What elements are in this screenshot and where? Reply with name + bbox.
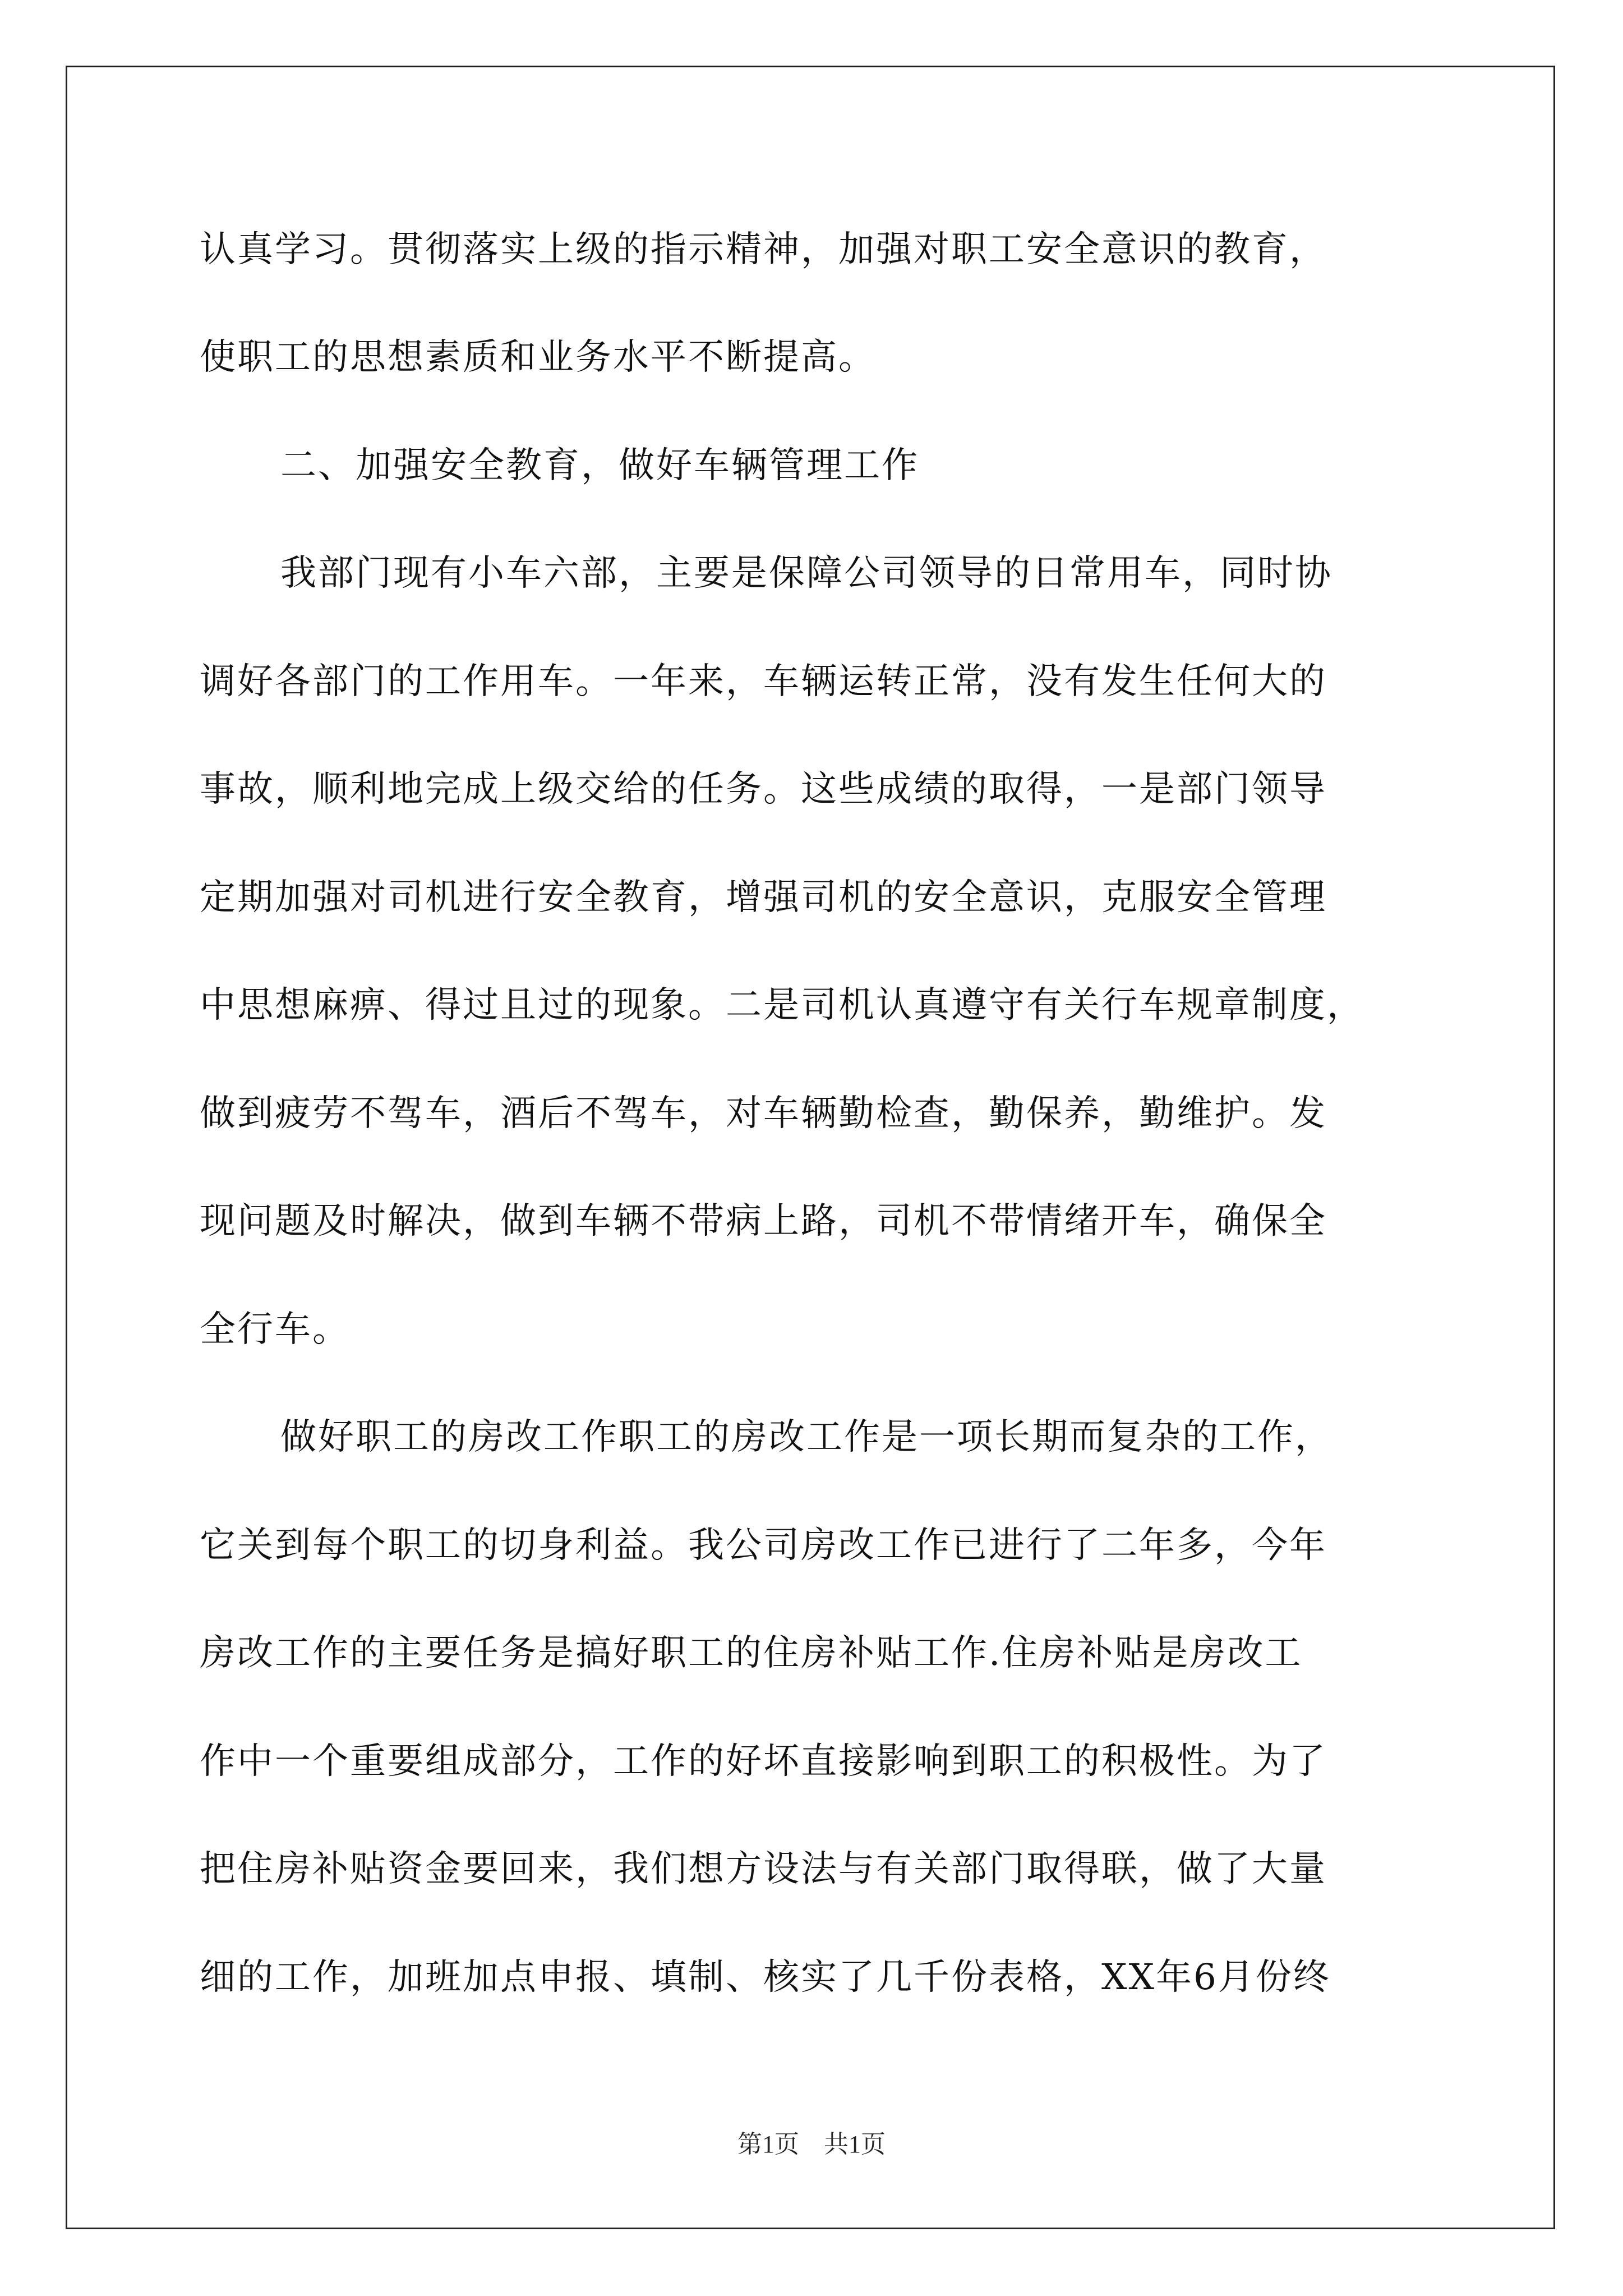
page-border xyxy=(66,66,1555,2229)
body-line: 把住房补贴资金要回来，我们想方设法与有关部门取得联，做了大量 xyxy=(200,1848,1327,1890)
body-line: 事故，顺利地完成上级交给的任务。这些成绩的取得，一是部门领导 xyxy=(200,769,1327,810)
body-line: 细的工作，加班加点申报、填制、核实了几千份表格，XX年6月份终 xyxy=(200,1957,1331,1998)
body-line: 做好职工的房改工作职工的房改工作是一项长期而复杂的工作， xyxy=(280,1416,1332,1458)
body-line: 作中一个重要组成部分，工作的好坏直接影响到职工的积极性。为了 xyxy=(200,1741,1327,1782)
body-line: 定期加强对司机进行安全教育，增强司机的安全意识，克服安全管理 xyxy=(200,877,1327,918)
body-line: 房改工作的主要任务是搞好职工的住房补贴工作.住房补贴是房改工 xyxy=(200,1632,1303,1674)
body-line: 使职工的思想素质和业务水平不断提高。 xyxy=(200,337,876,378)
body-line: 我部门现有小车六部，主要是保障公司领导的日常用车，同时协 xyxy=(280,553,1332,594)
body-line: 全行车。 xyxy=(200,1309,350,1350)
page-footer xyxy=(0,2129,1623,2160)
body-line: 它关到每个职工的切身利益。我公司房改工作已进行了二年多，今年 xyxy=(200,1525,1327,1566)
page-total: 共1页 xyxy=(824,2131,886,2158)
body-line: 现问题及时解决，做到车辆不带病上路，司机不带情绪开车，确保全 xyxy=(200,1200,1327,1242)
page-number: 第1页 xyxy=(737,2131,799,2158)
body-line: 中思想麻痹、得过且过的现象。二是司机认真遵守有关行车规章制度， xyxy=(200,984,1364,1026)
body-line: 调好各部门的工作用车。一年来，车辆运转正常，没有发生任何大的 xyxy=(200,661,1327,702)
section-heading: 二、加强安全教育，做好车辆管理工作 xyxy=(280,445,919,486)
body-line: 做到疲劳不驾车，酒后不驾车，对车辆勤检查，勤保养，勤维护。发 xyxy=(200,1093,1327,1134)
body-line: 认真学习。贯彻落实上级的指示精神，加强对职工安全意识的教育， xyxy=(200,229,1327,270)
